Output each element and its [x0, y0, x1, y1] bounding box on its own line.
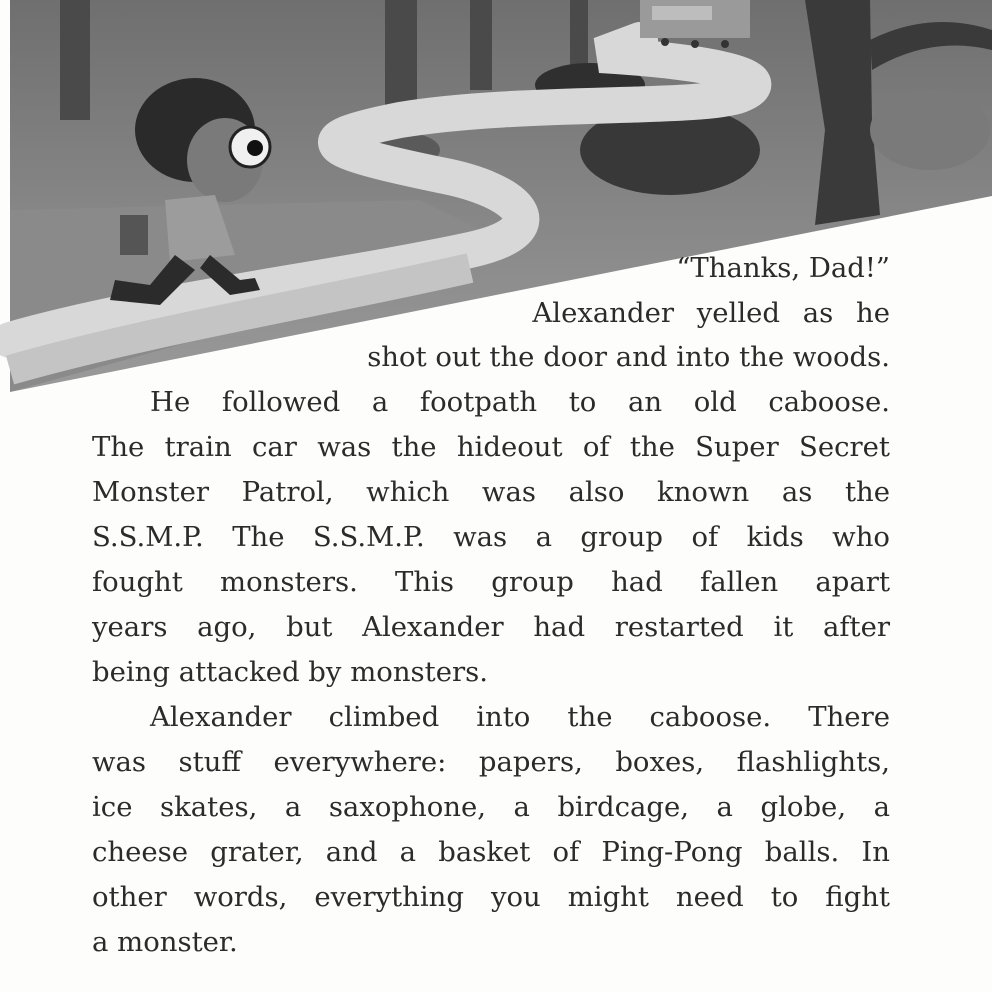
- text-line: Alexander yelled as he: [532, 297, 890, 329]
- text-line: other words, everything you might need to fight: [92, 881, 890, 913]
- text-line: was stuff everywhere: papers, boxes, flashlights,: [92, 746, 890, 778]
- text-line: cheese grater, and a basket of Ping-Pong balls. In: [92, 836, 890, 868]
- text-line: “Thanks, Dad!”: [676, 252, 890, 284]
- text-line: ice skates, a saxophone, a birdcage, a globe, a: [92, 791, 890, 823]
- text-line: a monster.: [92, 926, 238, 958]
- text-line: He followed a footpath to an old caboose.: [150, 386, 890, 418]
- text-line: being attacked by monsters.: [92, 656, 488, 688]
- text-line: shot out the door and into the woods.: [367, 341, 890, 373]
- text-line: Alexander climbed into the caboose. There: [150, 701, 890, 733]
- text-line: The train car was the hideout of the Super Secret: [92, 431, 890, 463]
- text-line: fought monsters. This group had fallen apart: [92, 566, 890, 598]
- text-line: Monster Patrol, which was also known as the: [92, 476, 890, 508]
- text-line: S.S.M.P. The S.S.M.P. was a group of kids who: [92, 521, 890, 553]
- text-line: years ago, but Alexander had restarted it after: [92, 611, 890, 643]
- woods-illustration: [0, 0, 992, 400]
